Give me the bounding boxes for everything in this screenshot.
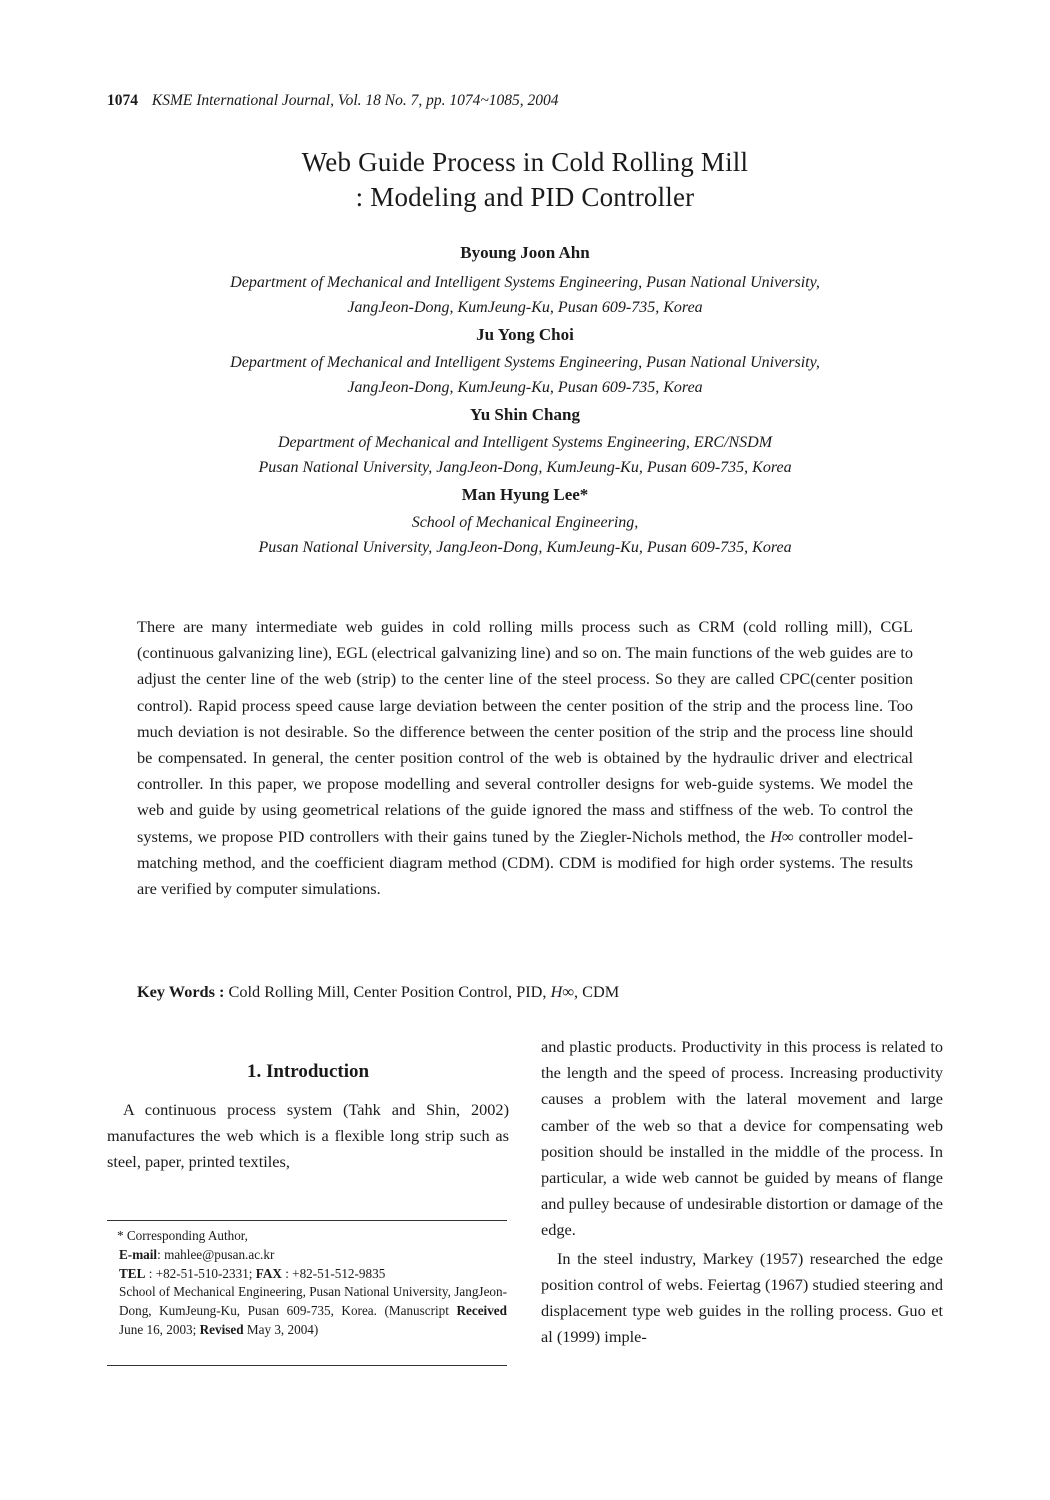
author-name-1: Byoung Joon Ahn: [460, 243, 590, 262]
keywords: [137, 982, 619, 1002]
revised-date: May 3, 2004): [246, 1321, 319, 1337]
paper-title-line-1: Web Guide Process in Cold Rolling Mill: [301, 147, 749, 177]
keywords-h-infinity: H∞: [550, 982, 574, 1001]
email-value: : mahlee@pusan.ac.kr: [157, 1246, 275, 1262]
author-affiliation-4b: Pusan National University, JangJeon-Dong, KumJeung-Ku, Pusan 609-735, Korea: [258, 539, 792, 556]
abstract-text-1: There are many intermediate web guides in cold rolling mills process such as CRM (cold rolling mill), CGL (continuous galvanizing line), EGL (electrical galvanizing line) and so on. The main functions of the web guides are to adjust the center line of the web (strip) to the center line of the steel process. So they are called CPC(center position control). Rapid process speed cause large deviation between the center position of the strip and the process line. Too much deviation is not desirable. So the difference between the center position of the strip and the process line should be compensated. In general, the center position control of the web is obtained by the hydraulic driver and electrical controller. In this paper, we propose modelling and several controller designs for web-guide systems. We model the web and guide by using geometrical relations of the guide ignored the mass and stiffness of the web. To control the systems, we propose PID controllers with their gains tuned by the Ziegler-Nichols method, the: [137, 617, 913, 846]
author-affiliation-1b: JangJeon-Dong, KumJeung-Ku, Pusan 609-735, Korea: [347, 299, 703, 316]
page-number: 1074: [107, 92, 138, 109]
tel-label: TEL: [119, 1265, 146, 1281]
abstract-text-2: controller model-matching method, and the coefficient diagram method (CDM). CDM is modified for high order systems. The results are verified by computer simulations.: [137, 826, 913, 899]
paper-title-line-2: : Modeling and PID Controller: [355, 182, 695, 212]
fax-label: FAX: [255, 1265, 282, 1281]
footnote-bottom-rule: [107, 1365, 507, 1366]
author-affiliation-2b: JangJeon-Dong, KumJeung-Ku, Pusan 609-735, Korea: [347, 379, 703, 396]
author-name-3: Yu Shin Chang: [470, 405, 580, 424]
left-column: [107, 1030, 509, 1176]
tel-value: : +82-51-510-2331;: [148, 1265, 253, 1281]
intro-paragraph-2: In the steel industry, Markey (1957) researched the edge position control of webs. Feiertag (1967) studied steering and displacement type web guides in the rolling process. Guo et al (1999) imple-: [541, 1248, 943, 1347]
keywords-label: Key Words :: [137, 982, 225, 1001]
footnote: [107, 1220, 507, 1340]
author-affiliation-3a: Department of Mechanical and Intelligent Systems Engineering, ERC/NSDM: [277, 434, 773, 451]
footnote-address: [107, 1283, 507, 1339]
fax-value: : +82-51-512-9835: [285, 1265, 386, 1281]
author-affiliation-3b: Pusan National University, JangJeon-Dong, KumJeung-Ku, Pusan 609-735, Korea: [258, 459, 792, 476]
keywords-text-end: , CDM: [573, 982, 620, 1001]
received-label: Received: [456, 1303, 507, 1319]
received-date: June 16, 2003;: [119, 1321, 197, 1337]
intro-paragraph-1-continued: and plastic products. Productivity in this process is related to the length and the speed of process. Increasing productivity causes a problem with the lateral movement and large camber of the web so that a device for compensating web position should be installed in the middle of the process. In particular, a wide web cannot be guided by means of flange and pulley because of undesirable distortion or damage of the edge.: [541, 1037, 943, 1240]
footnote-email: [107, 1246, 507, 1265]
revised-label: Revised: [199, 1321, 244, 1337]
author-affiliation-2a: Department of Mechanical and Intelligent Systems Engineering, Pusan National University,: [230, 354, 820, 371]
right-column: [541, 1034, 943, 1350]
author-name-4: Man Hyung Lee*: [461, 485, 589, 504]
address-text: School of Mechanical Engineering, Pusan National University, JangJeon-Dong, KumJeung-Ku, Pusan 609-735, Korea. (Manuscript: [119, 1284, 507, 1319]
running-head: [107, 92, 559, 110]
author-name-2: Ju Yong Choi: [476, 325, 574, 344]
abstract: [137, 614, 913, 902]
keywords-text: Cold Rolling Mill, Center Position Control, PID,: [228, 982, 547, 1001]
h-infinity-symbol: H∞: [770, 826, 794, 846]
journal-citation: KSME International Journal, Vol. 18 No. 7, pp. 1074~1085, 2004: [151, 92, 559, 109]
footnote-corresponding: * Corresponding Author,: [117, 1228, 248, 1243]
email-label: E-mail: [119, 1246, 158, 1262]
intro-paragraph-1: A continuous process system (Tahk and Shin, 2002) manufactures the web which is a flexible long strip such as steel, paper, printed textiles,: [107, 1100, 509, 1172]
author-affiliation-1a: Department of Mechanical and Intelligent Systems Engineering, Pusan National University,: [230, 274, 820, 291]
footnote-phone: [107, 1265, 507, 1284]
section-heading-introduction: 1. Introduction: [246, 1061, 370, 1082]
author-affiliation-4a: School of Mechanical Engineering,: [411, 514, 639, 531]
